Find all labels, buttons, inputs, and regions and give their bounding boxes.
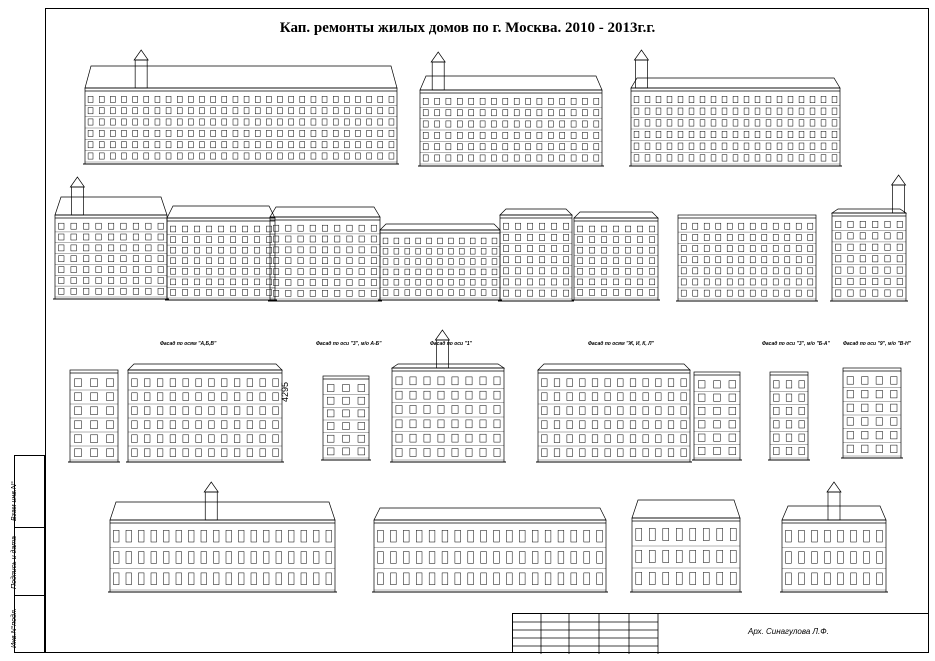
facade-caption-3-ba: Фасад по оси "3", м/о "Б-А": [762, 341, 830, 347]
building-elevation: [841, 368, 903, 458]
building-elevation: [692, 372, 742, 460]
building-elevation: [780, 482, 888, 592]
building-elevation: [768, 372, 810, 460]
building-elevation: [536, 364, 692, 462]
side-cell-podpis: [11, 528, 44, 596]
building-elevation: [498, 209, 574, 301]
facade-caption-3-ab: Фасад по оси "3", м/о А-Б": [316, 341, 382, 347]
building-elevation: [630, 500, 742, 592]
building-elevation: [629, 50, 842, 166]
building-elevation: [572, 212, 660, 300]
side-stamp: [11, 455, 45, 653]
facade-caption-9-vn: Фасад по оси "9", м/о "В-Н": [843, 341, 911, 347]
dimension-label: 4295: [280, 381, 290, 402]
building-elevation: [108, 482, 337, 592]
building-elevation: [830, 175, 908, 301]
side-label-vzam: Взам инв.N°: [11, 481, 18, 521]
building-elevation: [372, 508, 608, 592]
building-elevation: [126, 364, 284, 462]
building-elevation: [418, 52, 604, 166]
side-cell-vzam: [11, 456, 44, 528]
building-elevation: [390, 330, 506, 462]
building-elevation: [268, 207, 382, 301]
title-block-grid: [513, 614, 930, 654]
building-elevation: [53, 177, 169, 299]
side-label-podpis: Подпись и дата: [11, 536, 18, 589]
building-elevation: [378, 224, 502, 300]
building-elevation: [83, 50, 399, 164]
facade-caption-1: Фасад по оси "1": [430, 341, 473, 347]
building-elevation: [321, 376, 371, 460]
author-name: Арх. Синагулова Л.Ф.: [748, 627, 829, 636]
facade-caption-zhikl: Фасад по осям "Ж, И, К, Л": [588, 341, 654, 347]
building-elevation: [68, 370, 120, 462]
building-elevation: [676, 215, 818, 301]
building-elevation: [165, 206, 277, 300]
facade-caption-abv: Фасад по осям "А,Б,В": [160, 341, 217, 347]
side-cell-inv: [11, 596, 44, 654]
sheet-title: Кап. ремонты жилых домов по г. Москва. 2010 - 2013г.г.: [279, 20, 656, 36]
title-block: [512, 613, 929, 653]
side-label-inv: Инв.N°подл.: [11, 608, 18, 648]
